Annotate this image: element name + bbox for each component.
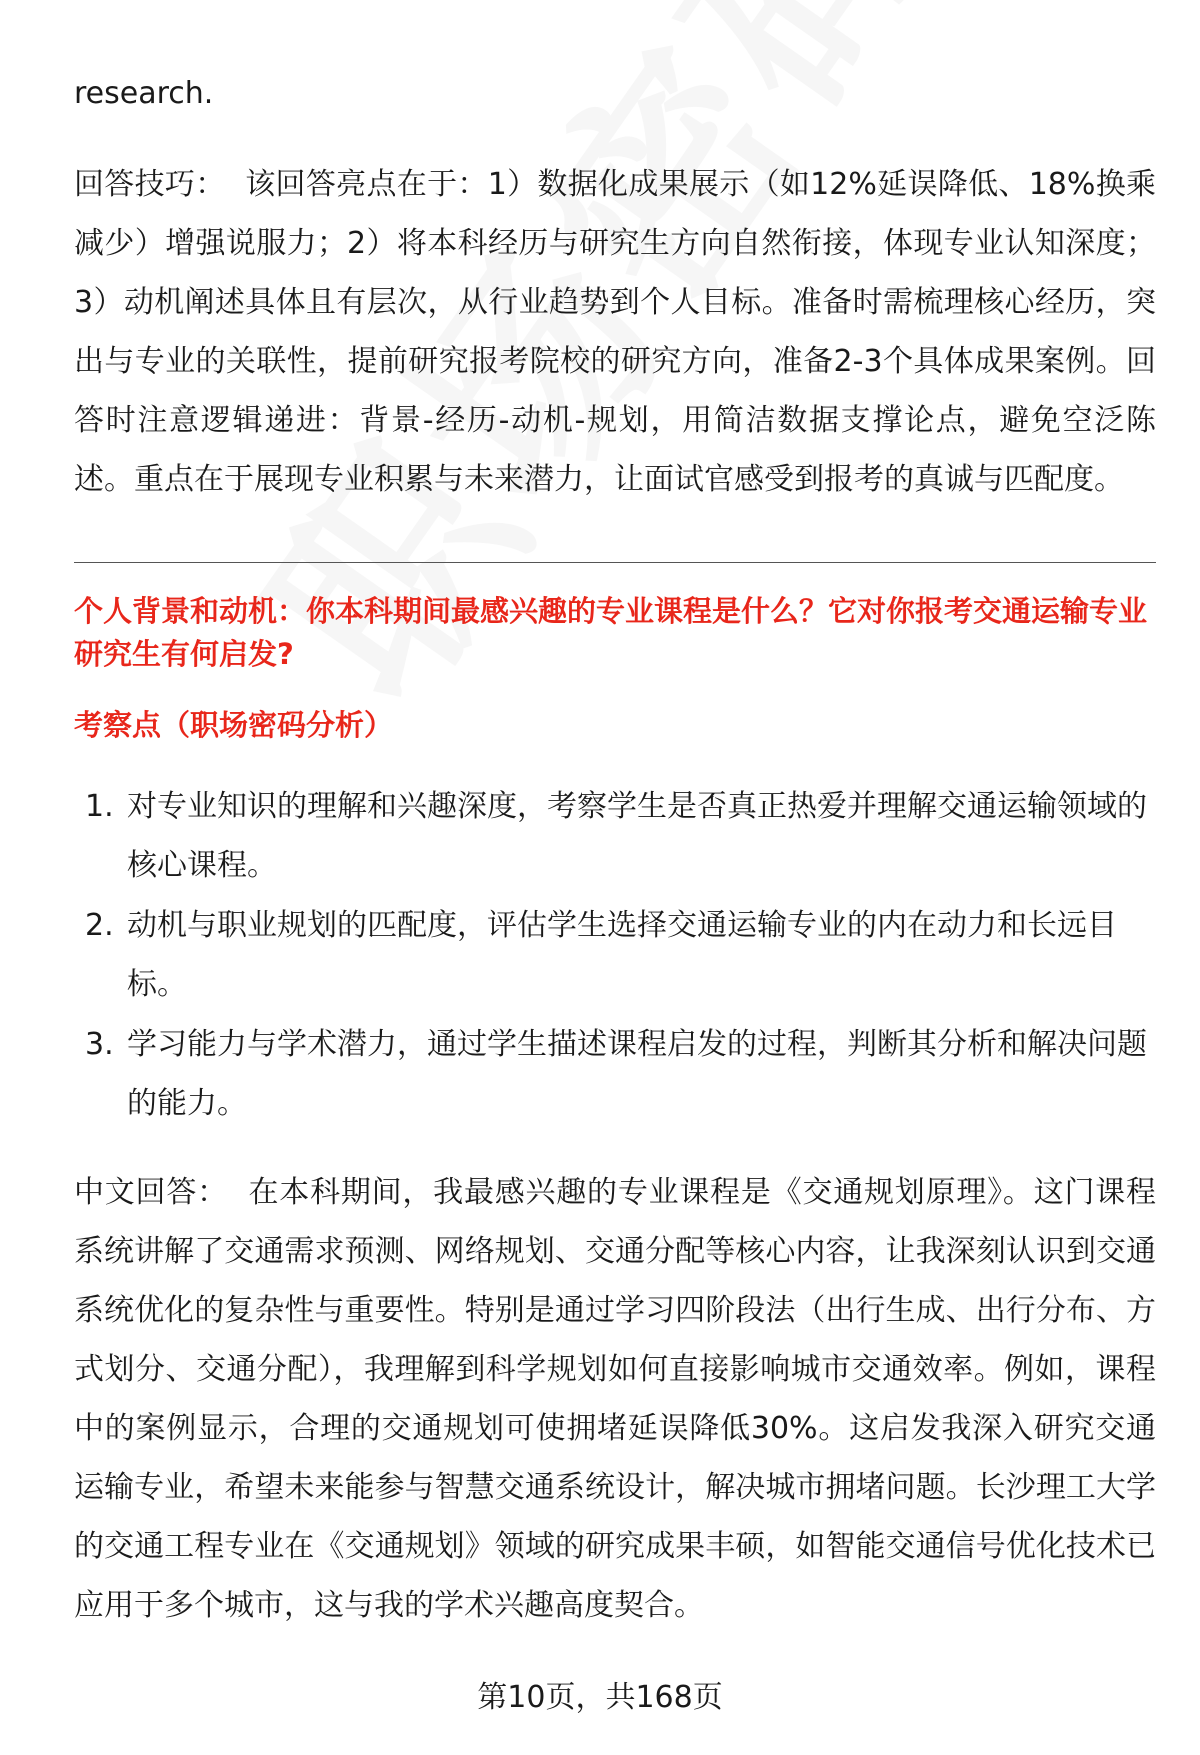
- section-divider: [74, 562, 1156, 563]
- list-item: [74, 896, 1156, 1014]
- list-item-number: 2.: [85, 908, 114, 943]
- list-item: [74, 777, 1156, 895]
- page-number-footer: 第10页，共168页: [477, 1680, 723, 1715]
- chinese-answer-label: 中文回答：: [74, 1175, 228, 1210]
- chinese-answer: [74, 1163, 1156, 1635]
- answer-tips: [74, 155, 1156, 509]
- list-item-number: 1.: [85, 789, 114, 824]
- chinese-answer-text: 在本科期间，我最感兴趣的专业课程是《交通规划原理》。这门课程系统讲解了交通需求预测、网络规划、交通分配等核心内容，让我深刻认识到交通系统优化的复杂性与重要性。特别是通过学习四阶段法（出行生成、出行分布、方式划分、交通分配），我理解到科学规划如何直接影响城市交通效率。例如，课程中的案例显示，合理的交通规划可使拥堵延误降低30%。这启发我深入研究交通运输专业，希望未来能参与智慧交通系统设计，解决城市拥堵问题。长沙理工大学的交通工程专业在《交通规划》领域的研究成果丰硕，如智能交通信号优化技术已应用于多个城市，这与我的学术兴趣高度契合。: [74, 1175, 1157, 1623]
- answer-tips-text: 该回答亮点在于：1）数据化成果展示（如12%延误降低、18%换乘减少）增强说服力；2）将本科经历与研究生方向自然衔接，体现专业认知深度；3）动机阐述具体且有层次，从行业趋势到个人目标。准备时需梳理核心经历，突出与专业的关联性，提前研究报考院校的研究方向，准备2-3个具体成果案例。回答时注意逻辑递进：背景-经历-动机-规划，用简洁数据支撑论点，避免空泛陈述。重点在于展现专业积累与未来潜力，让面试官感受到报考的真诚与匹配度。: [74, 167, 1157, 497]
- assessment-points-list: [74, 777, 1156, 1134]
- list-item-text: 对专业知识的理解和兴趣深度，考察学生是否真正热爱并理解交通运输领域的核心课程。: [127, 789, 1147, 883]
- list-item: [74, 1015, 1156, 1133]
- continued-text: research.: [74, 76, 214, 111]
- assessment-points-heading: 考察点（职场密码分析）: [74, 708, 394, 742]
- list-item-text: 动机与职业规划的匹配度，评估学生选择交通运输专业的内在动力和长远目标。: [127, 908, 1117, 1002]
- list-item-number: 3.: [85, 1027, 114, 1062]
- list-item-text: 学习能力与学术潜力，通过学生描述课程启发的过程，判断其分析和解决问题的能力。: [127, 1027, 1147, 1121]
- answer-tips-label: 回答技巧：: [74, 167, 226, 202]
- question-heading: 个人背景和动机：你本科期间最感兴趣的专业课程是什么？它对你报考交通运输专业研究生有何启发?: [74, 594, 1148, 671]
